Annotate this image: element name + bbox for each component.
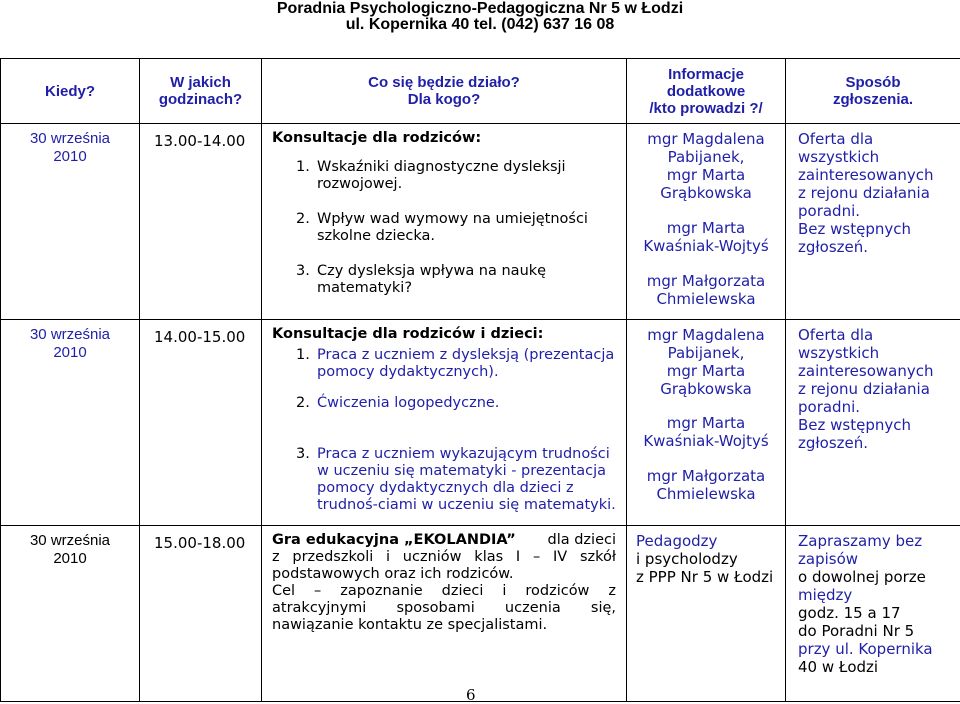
- list-item: 3. Czy dysleksja wpływa na naukę matematyki?: [296, 263, 547, 296]
- col-header-apply: Sposób zgłoszenia.: [786, 59, 960, 124]
- list-item: 2. Wpływ wad wymowy na umiejętności szkolne dziecka.: [296, 211, 588, 244]
- row-content: [262, 526, 627, 702]
- list-item: 1. Praca z uczniem z dysleksją (prezentacja pomocy dydaktycznych).: [296, 347, 615, 380]
- row-time: 13.00-14.00: [140, 124, 262, 320]
- schedule-table: [0, 58, 960, 702]
- row-date: 30 września 2010: [1, 320, 140, 526]
- row-date: 30 września 2010: [1, 526, 140, 702]
- row-time: 15.00-18.00: [140, 526, 262, 702]
- table-row: [1, 320, 960, 526]
- row-date: 30 września 2010: [1, 124, 140, 320]
- row-content: [262, 320, 627, 526]
- table-header-row: [1, 59, 960, 124]
- col-header-when: Kiedy?: [1, 59, 140, 124]
- row-leaders: mgr Magdalena Pabijanek, mgr Marta Grąbkowska mgr Marta Kwaśniak-Wojtyś mgr Małgorzata Chmielewska: [627, 124, 786, 320]
- topic-list: [272, 347, 620, 514]
- col-header-hours: W jakich godzinach?: [140, 59, 262, 124]
- row-apply: Oferta dla wszystkich zainteresowanych z rejonu działania poradni. Bez wstępnych zgłoszeń.: [786, 124, 960, 320]
- table-row: [1, 526, 960, 702]
- page-number: 6: [466, 686, 476, 704]
- session-title: Konsultacje dla rodziców:: [272, 130, 482, 146]
- topic-list: [272, 159, 620, 297]
- col-header-what: Co się będzie działo? Dla kogo?: [262, 59, 627, 124]
- institution-name: Poradnia Psychologiczno-Pedagogiczna Nr 5 w Łodzi: [276, 0, 684, 17]
- event-description: Gra edukacyjna „EKOLANDIA” dla dzieci z przedszkoli i uczniów klas I – IV szkół podstawowych oraz ich rodziców. Cel – zapoznanie dzieci i rodziców z atrakcyjnymi sposobami uczenia się, nawiązanie kontaktu ze specjalistami.: [272, 532, 616, 633]
- row-leaders: mgr Magdalena Pabijanek, mgr Marta Grąbkowska mgr Marta Kwaśniak-Wojtyś mgr Małgorzata Chmielewska: [627, 320, 786, 526]
- row-time: 14.00-15.00: [140, 320, 262, 526]
- row-apply: Oferta dla wszystkich zainteresowanych z rejonu działania poradni. Bez wstępnych zgłoszeń.: [786, 320, 960, 526]
- row-apply: Zapraszamy bez zapisów o dowolnej porze między godz. 15 a 17 do Poradni Nr 5 przy ul. Kopernika 40 w Łodzi: [786, 526, 960, 702]
- col-header-info: Informacje dodatkowe /kto prowadzi ?/: [627, 59, 786, 124]
- row-leaders: Pedagodzy i psycholodzy z PPP Nr 5 w Łodzi: [627, 526, 786, 702]
- list-item: 1. Wskaźniki diagnostyczne dysleksji rozwojowej.: [296, 159, 566, 192]
- session-title: Konsultacje dla rodziców i dzieci:: [272, 326, 544, 342]
- row-content: [262, 124, 627, 320]
- list-item: 2. Ćwiczenia logopedyczne.: [296, 395, 500, 411]
- table-row: [1, 124, 960, 320]
- institution-address: ul. Kopernika 40 tel. (042) 637 16 08: [345, 16, 615, 33]
- list-item: 3. Praca z uczniem wykazującym trudności w uczeniu się matematyki - prezentacja pomocy dydaktycznych dla dzieci z trudnoś-ciami w uczeniu się matematyki.: [296, 446, 616, 513]
